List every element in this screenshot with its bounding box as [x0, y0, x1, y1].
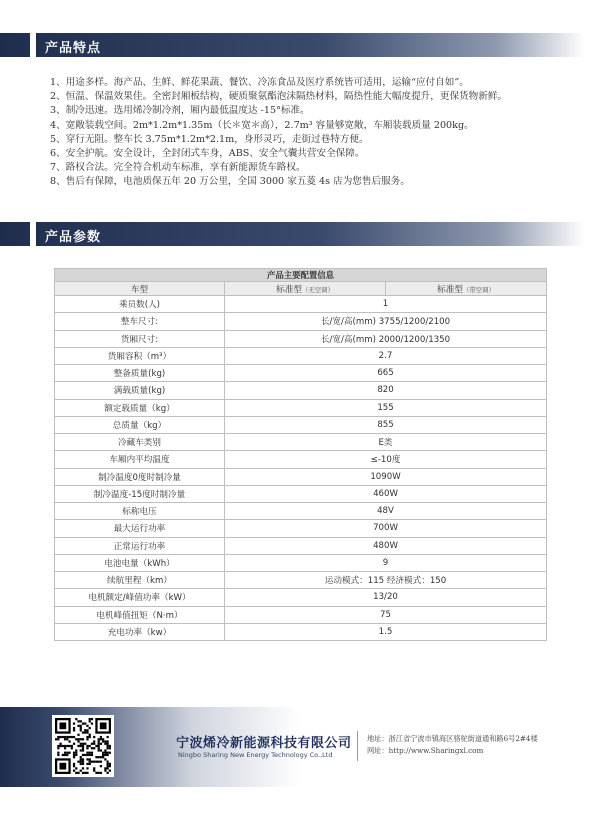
- company-name-cn: 宁波烯冷新能源科技有限公司: [176, 736, 352, 751]
- row-value: 480W: [225, 537, 547, 554]
- table-row: [55, 451, 547, 468]
- row-label: 货厢尺寸:: [55, 330, 225, 347]
- table-header-row: [55, 282, 547, 296]
- spec-table: [54, 268, 547, 641]
- table-row: [55, 468, 547, 485]
- row-value: 665: [225, 365, 547, 382]
- row-value: 75: [225, 606, 547, 623]
- row-label: 满载质量(kg): [55, 382, 225, 399]
- params-section-header: [0, 222, 585, 246]
- row-value: 长/宽/高(mm) 3755/1200/2100: [225, 313, 547, 330]
- row-value: 820: [225, 382, 547, 399]
- table-row: [55, 347, 547, 364]
- row-label: 电机峰值扭矩（N·m）: [55, 606, 225, 623]
- header-no-ac-note: （无空调）: [301, 285, 334, 294]
- company-name-en: Ningbo Sharing New Energy Technology Co.,Ltd: [178, 751, 333, 759]
- footer-band: [0, 707, 600, 787]
- row-label: 正常运行功率: [55, 537, 225, 554]
- row-value: 700W: [225, 520, 547, 537]
- header-standard-no-ac: [225, 282, 386, 296]
- table-row: [55, 399, 547, 416]
- qr-code: [52, 715, 114, 777]
- row-value: 460W: [225, 485, 547, 502]
- feature-item: 3、制冷迅速。选用烯冷制冷剂，厢内最低温度达 -15°标准。: [50, 105, 310, 117]
- header-accent-stripe: [36, 222, 39, 246]
- features-list: [50, 76, 570, 190]
- row-label: 整备质量(kg): [55, 365, 225, 382]
- row-label: 车厢内平均温度: [55, 451, 225, 468]
- row-value: 155: [225, 399, 547, 416]
- table-row: [55, 382, 547, 399]
- row-value: 855: [225, 416, 547, 433]
- feature-item: 6、安全护航。安全设计，全封闭式车身，ABS、安全气囊共营安全保障。: [50, 148, 365, 160]
- header-standard-ac: [386, 282, 547, 296]
- feature-item: 2、恒温、保温效果佳。全密封厢板结构，硬质聚氨酯泡沫隔热材料，隔热性能大幅度提升，更保货物新鲜。: [50, 91, 508, 103]
- row-label: 额定载质量（kg）: [55, 399, 225, 416]
- row-label: 充电功率（kw）: [55, 623, 225, 640]
- table-row: [55, 537, 547, 554]
- table-row: [55, 572, 547, 589]
- row-label: 电池电量（kWh）: [55, 554, 225, 571]
- table-row: [55, 554, 547, 571]
- row-label: 制冷温度-15度时制冷量: [55, 485, 225, 502]
- row-value: ≤-10度: [225, 451, 547, 468]
- table-row: [55, 520, 547, 537]
- header-standard-label: 标准型: [437, 284, 463, 295]
- row-label: 电机额定/峰值功率（kW）: [55, 589, 225, 606]
- row-label: 最大运行功率: [55, 520, 225, 537]
- row-label: 冷藏车类别: [55, 434, 225, 451]
- header-accent-stripe: [36, 33, 39, 57]
- row-value: 48V: [225, 503, 547, 520]
- feature-item: 4、宽敞装载空间。2m*1.2m*1.35m（长＊宽＊高），2.7m³ 容量够宽敞，车厢装载质量 200kg。: [50, 119, 474, 131]
- table-row: [55, 365, 547, 382]
- row-label: 乘员数(人): [55, 296, 225, 313]
- row-value: 长/宽/高(mm) 2000/1200/1350: [225, 330, 547, 347]
- table-row: [55, 606, 547, 623]
- row-value: 运动模式：115 经济模式：150: [225, 572, 547, 589]
- table-row: [55, 485, 547, 502]
- row-value: 9: [225, 554, 547, 571]
- row-value: 13/20: [225, 589, 547, 606]
- header-ac-note: （带空调）: [462, 285, 495, 294]
- table-row: [55, 416, 547, 433]
- table-title-row: [55, 269, 547, 282]
- row-label: 续航里程（km）: [55, 572, 225, 589]
- row-label: 制冷温度0度时制冷量: [55, 468, 225, 485]
- contact-info: [367, 733, 538, 757]
- row-value: 1: [225, 296, 547, 313]
- website-text: 网址：http://www.Sharingxl.com: [367, 746, 484, 755]
- row-value: E类: [225, 434, 547, 451]
- features-section-title: 产品特点: [45, 41, 102, 56]
- row-value: 1.5: [225, 623, 547, 640]
- features-section-header: [0, 33, 585, 57]
- table-title: 产品主要配置信息: [55, 269, 547, 282]
- table-row: [55, 589, 547, 606]
- table-row: [55, 434, 547, 451]
- feature-item: 5、穿行无阻。整车长 3.75m*1.2m*2.1m，身形灵巧，走街过巷特方便。: [50, 133, 369, 145]
- address-text: 地址：浙江省宁波市镇海区骆驼街道通和路6号2#4楼: [367, 734, 538, 743]
- feature-item: 8、售后有保障，电池质保五年 20 万公里，全国 3000 家五菱 4s 店为您售后服务。: [50, 176, 410, 188]
- params-section-title: 产品参数: [45, 230, 102, 245]
- row-value: 1090W: [225, 468, 547, 485]
- table-row: [55, 623, 547, 640]
- footer-divider: [357, 731, 358, 761]
- feature-item: 1、用途多样。海产品、生鲜、鲜花果蔬、餐饮、冷冻食品及医疗系统皆可适用，运输“应付自如”。: [50, 77, 469, 88]
- table-row: [55, 296, 547, 313]
- table-row: [55, 503, 547, 520]
- feature-item: 7、路权合法。完全符合机动车标准，享有新能源货车路权。: [50, 162, 306, 174]
- row-label: 标称电压: [55, 503, 225, 520]
- table-row: [55, 313, 547, 330]
- row-value: 2.7: [225, 347, 547, 364]
- row-label: 整车尺寸:: [55, 313, 225, 330]
- row-label: 货厢容积（m³）: [55, 347, 225, 364]
- qr-code-graphic: [55, 718, 111, 774]
- row-label: 总质量（kg）: [55, 416, 225, 433]
- table-row: [55, 330, 547, 347]
- header-model: 车型: [55, 282, 225, 296]
- header-standard-label: 标准型: [276, 284, 302, 295]
